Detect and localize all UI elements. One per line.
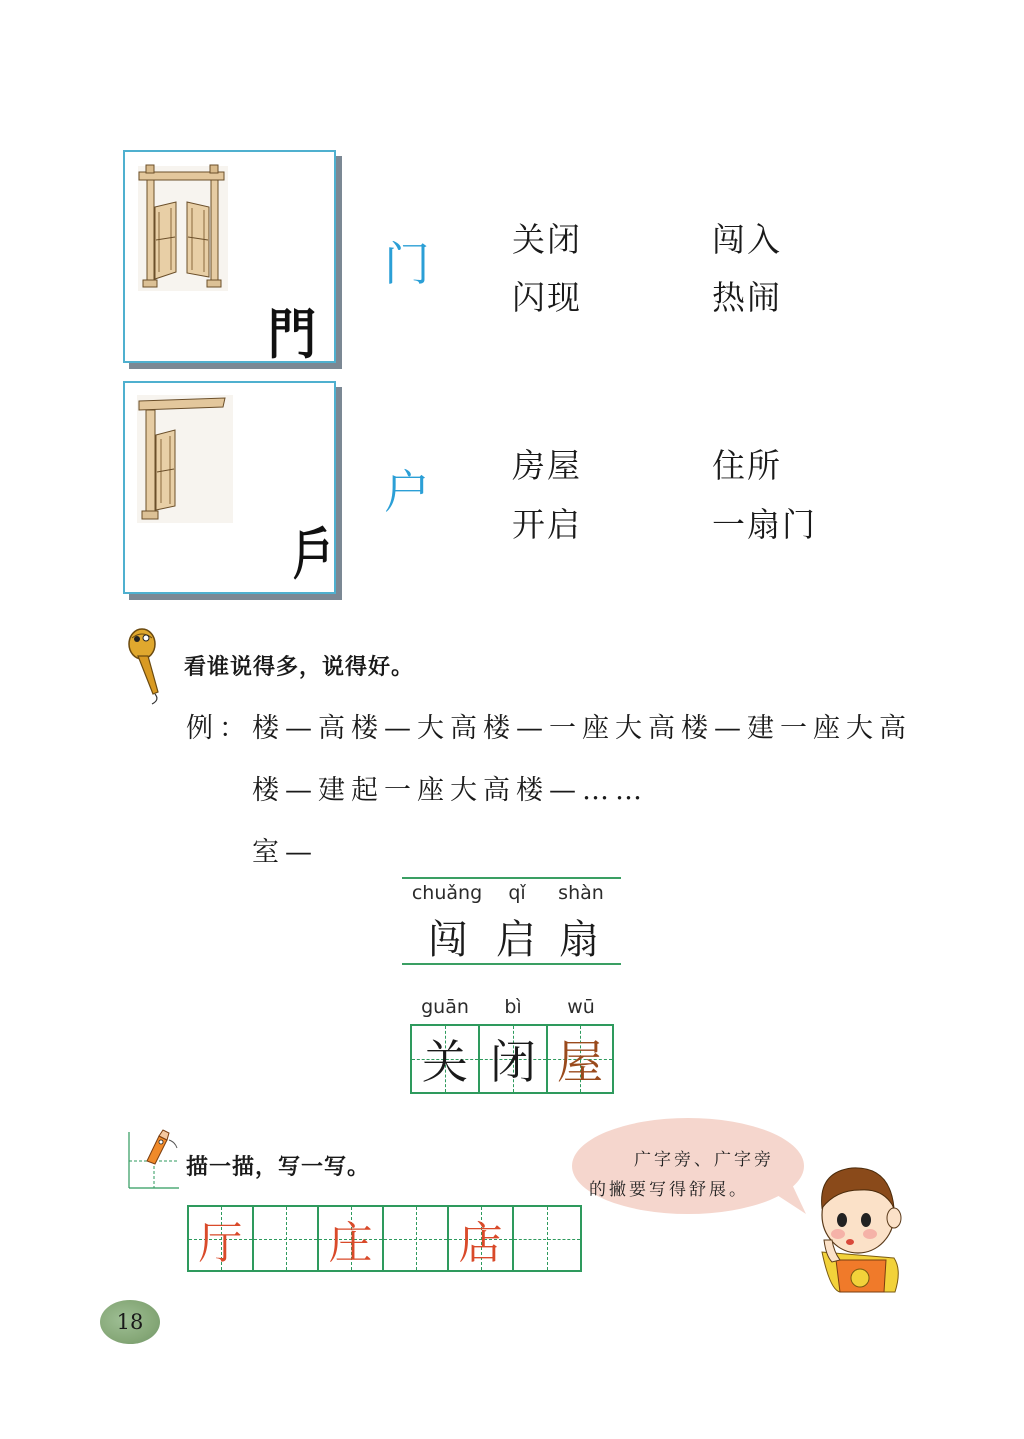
door-picture-card [123, 150, 336, 366]
char-chuang: 闯 [428, 917, 468, 963]
word-fangwu: 房屋 [512, 446, 582, 485]
single-door-picture-card [123, 381, 336, 594]
example-label: 例： [186, 713, 252, 744]
pencil-icon [125, 1128, 183, 1190]
exercise-line-shi: 室— [252, 837, 318, 868]
char-wu: 屋 [557, 1035, 603, 1089]
page-number: 18 [116, 1310, 144, 1334]
practice-char-ting: 厅 [198, 1217, 243, 1269]
word-renao: 热闹 [712, 278, 782, 317]
read-words-top-rule [402, 877, 621, 879]
pinyin-qi: qǐ [508, 882, 526, 904]
example-line-1: 楼—高楼—大高楼—一座大高楼—建一座大高 [252, 713, 912, 744]
modern-char-men: 门 [384, 237, 430, 291]
ancient-men-glyph: 門 [267, 303, 317, 366]
example-line-2: 楼—建起一座大高楼—…… [252, 775, 648, 806]
practice-grid-1[interactable] [187, 1205, 254, 1272]
pinyin-guan: guān [421, 996, 469, 1018]
char-qi: 启 [496, 917, 536, 963]
char-shan: 扇 [559, 917, 599, 963]
speaking-exercise-heading: 看谁说得多，说得好。 [184, 655, 415, 680]
practice-grid-6[interactable] [512, 1205, 582, 1272]
practice-grid-2[interactable] [252, 1205, 319, 1272]
bubble-line-1: 广字旁、广字旁 [634, 1150, 774, 1170]
practice-char-dian: 店 [458, 1217, 503, 1269]
write-grid-wu [546, 1024, 614, 1094]
char-bi: 闭 [490, 1035, 536, 1089]
word-shanxian: 闪现 [512, 278, 582, 317]
word-yishanmen: 一扇门 [712, 505, 817, 544]
tracing-exercise-heading: 描一描，写一写。 [186, 1155, 371, 1180]
pinyin-shan: shàn [558, 882, 604, 904]
practice-char-zhuang: 庄 [328, 1217, 373, 1269]
pinyin-wu: wū [567, 996, 595, 1018]
ancient-hu-glyph: 戶 [293, 523, 333, 588]
word-zhusuo: 住所 [712, 446, 782, 485]
char-guan: 关 [422, 1035, 468, 1089]
word-chuangru: 闯入 [712, 220, 782, 259]
practice-grid-4[interactable] [382, 1205, 449, 1272]
pinyin-bi: bì [504, 996, 522, 1018]
microphone-icon [122, 626, 170, 706]
pinyin-chuang: chuǎng [411, 882, 483, 904]
word-guanbi: 关闭 [512, 220, 582, 259]
write-grid-guan [410, 1024, 480, 1094]
write-grid-bi [478, 1024, 548, 1094]
bubble-line-2: 的撇要写得舒展。 [589, 1180, 749, 1200]
word-kaiqi: 开启 [512, 505, 582, 544]
page-number-badge [100, 1300, 160, 1344]
practice-grid-3[interactable] [317, 1205, 384, 1272]
practice-grid-5[interactable] [447, 1205, 514, 1272]
modern-char-hu: 户 [384, 465, 430, 519]
boy-character-illustration [800, 1160, 905, 1295]
